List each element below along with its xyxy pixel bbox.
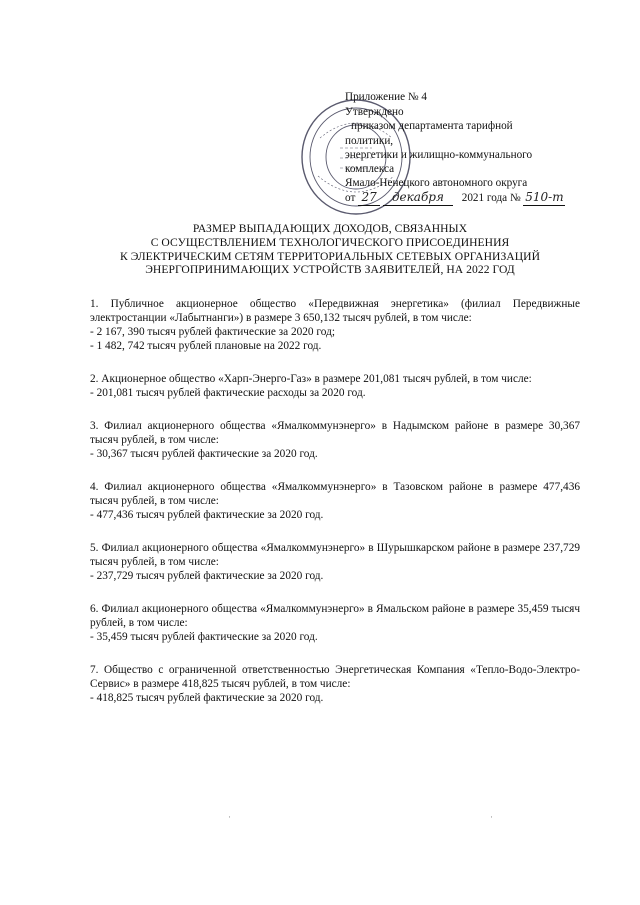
order-line: приказом департамента тарифной [351, 120, 513, 133]
title-line: РАЗМЕР ВЫПАДАЮЩИХ ДОХОДОВ, СВЯЗАННЫХ [192, 222, 468, 235]
annex-label: Приложение № 4 [345, 91, 427, 103]
order-line: Ямало-Ненецкого автономного округа [345, 177, 528, 190]
title-line: С ОСУЩЕСТВЛЕНИЕМ ТЕХНОЛОГИЧЕСКОГО ПРИСОЕДИНЕНИЯ [150, 235, 510, 249]
item-text: 3. Филиал акционерного общества «Ямалкоммунэнерго» в Надымском районе в размере 30,367 тысяч рублей, в том числе: [90, 420, 580, 446]
item-text: 5. Филиал акционерного общества «Ямалкоммунэнерго» в Шурышкарском районе в размере 237,729 тысяч рублей, в том числе: [90, 542, 580, 568]
order-line: комплекса [345, 163, 395, 176]
list-item [90, 541, 580, 583]
item-text: 1. Публичное акционерное общество «Передвижная энергетика» (филиал Передвижные электростанции «Лабытнанги») в размере 3 650,132 тысяч рублей, в том числе: [90, 298, 580, 324]
item-sub: - 477,436 тысяч рублей фактические за 2020 год. [90, 509, 324, 521]
list-item [90, 419, 580, 461]
approval-block [345, 90, 585, 206]
date-year-text: 2021 года № [461, 192, 521, 205]
list-item [90, 297, 580, 353]
item-sub: - 237,729 тысяч рублей фактические за 2020 год. [90, 570, 324, 582]
date-month: декабря [383, 190, 453, 205]
document-title [60, 222, 600, 277]
item-sub: - 1 482, 742 тысяч рублей плановые на 2022 год. [90, 340, 322, 352]
item-text: 6. Филиал акционерного общества «Ямалкоммунэнерго» в Ямальском районе в размере 35,459 тысяч рублей, в том числе: [90, 603, 580, 629]
item-text: 7. Общество с ограниченной ответственностью Энергетическая Компания «Тепло-Водо-Электро-Сервис» в размере 418,825 тысяч рублей, в том числе: [90, 664, 580, 690]
item-text: 4. Филиал акционерного общества «Ямалкоммунэнерго» в Тазовском районе в размере 477,436 тысяч рублей, в том числе: [90, 481, 580, 507]
item-sub: - 201,081 тысяч рублей фактические расходы за 2020 год. [90, 387, 366, 399]
order-number: 510-т [525, 190, 564, 205]
list-item [90, 602, 580, 644]
title-line: К ЭЛЕКТРИЧЕСКИМ СЕТЯМ ТЕРРИТОРИАЛЬНЫХ СЕТЕВЫХ ОРГАНИЗАЦИЙ [119, 249, 540, 263]
item-sub: - 35,459 тысяч рублей фактические за 2020 год. [90, 631, 318, 643]
list-item [90, 372, 580, 400]
item-sub: - 418,825 тысяч рублей фактические за 2020 год. [90, 692, 324, 704]
item-sub: - 30,367 тысяч рублей фактические за 2020 год. [90, 448, 318, 460]
list-item [90, 663, 580, 705]
item-sub: - 2 167, 390 тысяч рублей фактические за 2020 год; [90, 326, 335, 338]
date-prefix: от [345, 192, 356, 205]
scan-mark: · [490, 812, 493, 822]
scan-mark: · [228, 812, 231, 822]
items-list [90, 297, 580, 724]
order-date-line [345, 190, 585, 205]
approved-label: Утверждено [345, 106, 404, 119]
order-line: энергетики и жилищно-коммунального [345, 148, 533, 161]
item-text: 2. Акционерное общество «Харп-Энерго-Газ» в размере 201,081 тысяч рублей, в том числе: [90, 373, 532, 385]
title-line: ЭНЕРГОПРИНИМАЮЩИХ УСТРОЙСТВ ЗАЯВИТЕЛЕЙ, НА 2022 ГОД [145, 263, 515, 277]
list-item [90, 480, 580, 522]
date-day: 27 [358, 190, 380, 205]
order-line: политики, [345, 134, 394, 147]
